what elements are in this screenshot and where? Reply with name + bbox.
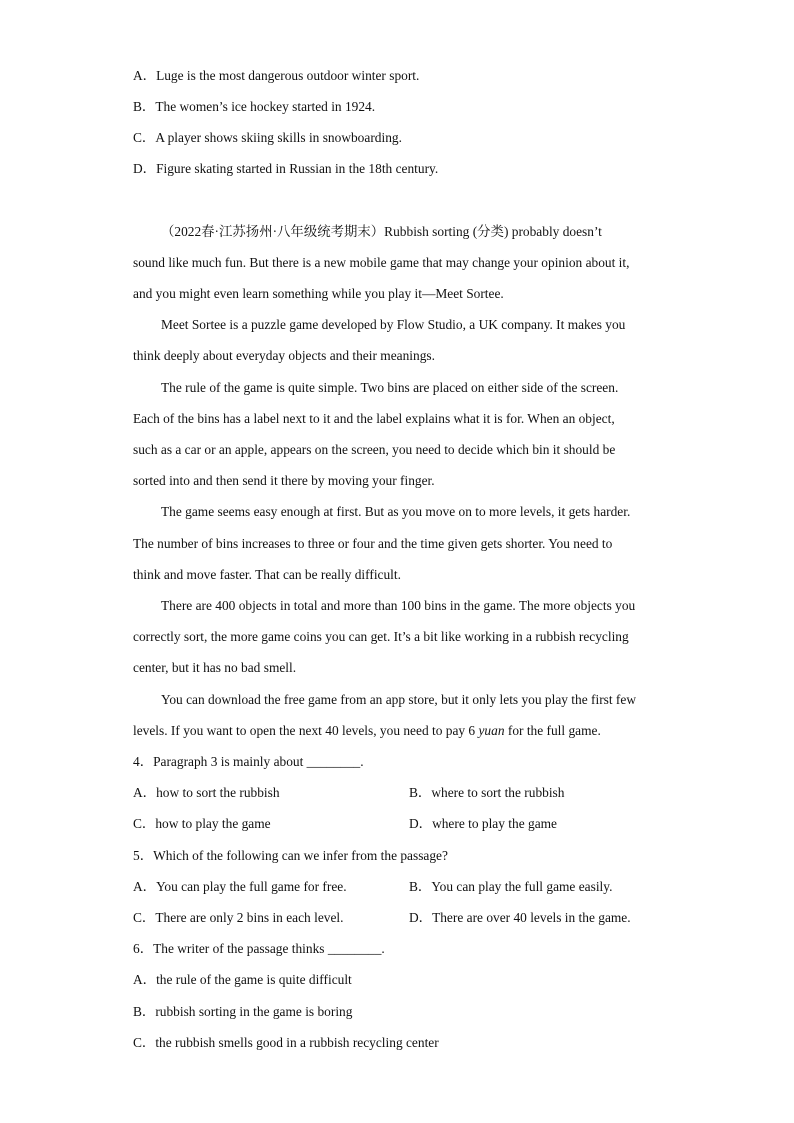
passage-line: correctly sort, the more game coins you can get. It’s a bit like working in a rubbish recycling xyxy=(133,629,629,644)
passage-line: （2022春·江苏扬州·八年级统考期末）Rubbish sorting (分类) probably doesn’t xyxy=(161,224,602,239)
passage-line: think and move faster. That can be really difficult. xyxy=(133,567,401,582)
passage-line: center, but it has no bad smell. xyxy=(133,660,297,675)
passage-line: and you might even learn something while you play it—Meet Sortee. xyxy=(133,286,504,301)
option-c[interactable]: C．how to play the game xyxy=(133,816,271,831)
passage-line: There are 400 objects in total and more than 100 bins in the game. The more objects you xyxy=(161,598,636,613)
question-stem: 6．The writer of the passage thinks ________. xyxy=(133,941,385,956)
option-d[interactable]: D．There are over 40 levels in the game. xyxy=(409,910,631,925)
passage-source: （2022春·江苏扬州·八年级统考期末） xyxy=(161,224,385,239)
passage-line: The number of bins increases to three or four and the time given gets shorter. You need to xyxy=(133,536,613,551)
option-c[interactable]: C．There are only 2 bins in each level. xyxy=(133,910,344,925)
option-b[interactable]: B．You can play the full game easily. xyxy=(409,879,613,894)
passage-line: The game seems easy enough at first. But as you move on to more levels, it gets harder. xyxy=(161,504,631,519)
option-b[interactable]: B．where to sort the rubbish xyxy=(409,785,565,800)
prev-option-a: A．Luge is the most dangerous outdoor winter sport. xyxy=(133,68,420,83)
passage-line: Meet Sortee is a puzzle game developed by Flow Studio, a UK company. It makes you xyxy=(161,317,626,332)
option-b[interactable]: B．rubbish sorting in the game is boring xyxy=(133,1004,353,1019)
passage-line: such as a car or an apple, appears on the screen, you need to decide which bin it should be xyxy=(133,442,616,457)
prev-option-d: D．Figure skating started in Russian in the 18th century. xyxy=(133,161,439,176)
question-stem: 4．Paragraph 3 is mainly about ________. xyxy=(133,754,364,769)
prev-option-b: B．The women’s ice hockey started in 1924. xyxy=(133,99,376,114)
question-stem: 5．Which of the following can we infer from the passage? xyxy=(133,848,448,863)
passage-line: sorted into and then send it there by moving your finger. xyxy=(133,473,435,488)
currency-word: yuan xyxy=(478,723,505,738)
passage-line: You can download the free game from an app store, but it only lets you play the first few xyxy=(161,692,637,707)
passage-line: sound like much fun. But there is a new mobile game that may change your opinion about it, xyxy=(133,255,630,270)
option-a[interactable]: A．how to sort the rubbish xyxy=(133,785,280,800)
passage-line: Each of the bins has a label next to it and the label explains what it is for. When an object, xyxy=(133,411,615,426)
option-c[interactable]: C．the rubbish smells good in a rubbish recycling center xyxy=(133,1035,439,1050)
option-a[interactable]: A．the rule of the game is quite difficult xyxy=(133,972,352,987)
passage-line: levels. If you want to open the next 40 levels, you need to pay 6 yuan for the full game. xyxy=(133,723,601,738)
option-a[interactable]: A．You can play the full game for free. xyxy=(133,879,347,894)
prev-option-c: C．A player shows skiing skills in snowboarding. xyxy=(133,130,402,145)
passage-line: The rule of the game is quite simple. Two bins are placed on either side of the screen. xyxy=(161,380,619,395)
option-d[interactable]: D．where to play the game xyxy=(409,816,557,831)
passage-line: think deeply about everyday objects and their meanings. xyxy=(133,348,435,363)
